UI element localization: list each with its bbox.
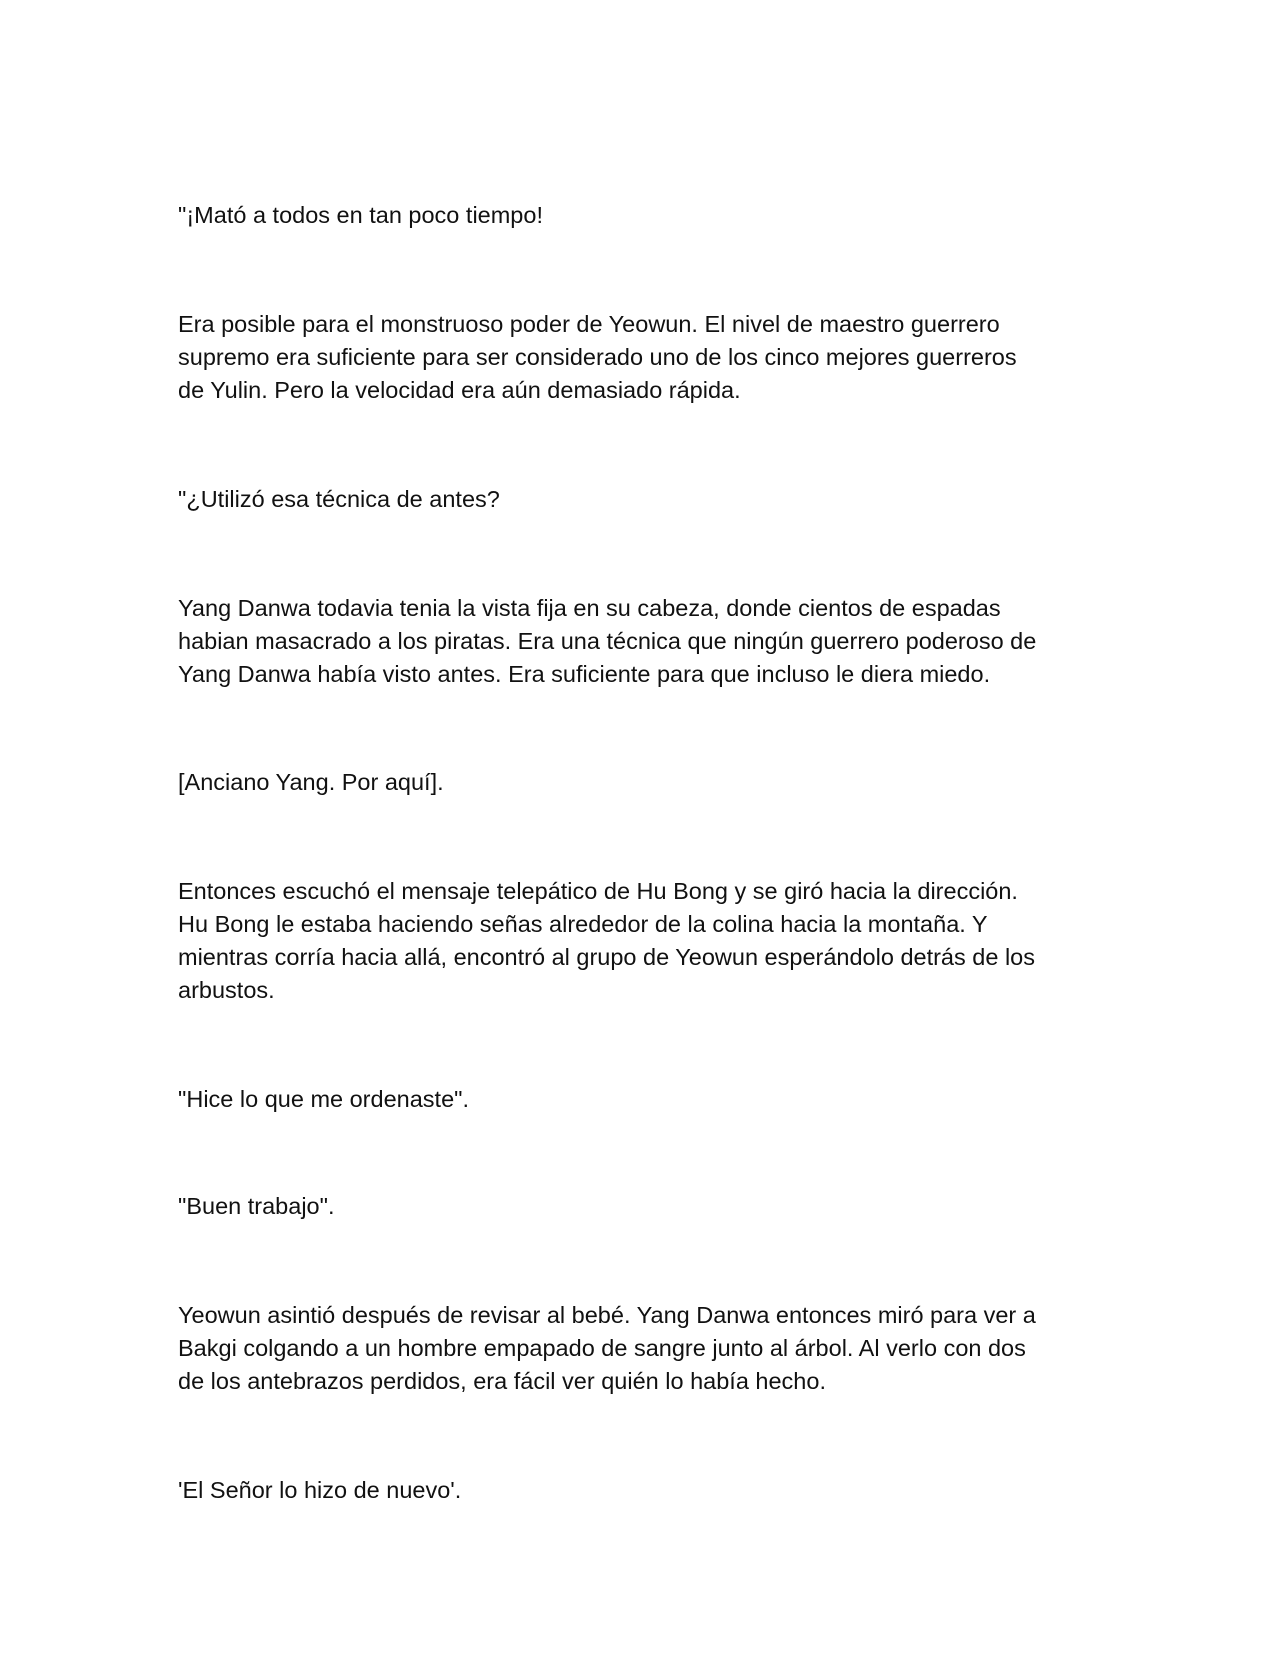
paragraph-6: Entonces escuchó el mensaje telepático de Hu Bong y se giró hacia la dirección. Hu Bong le estaba haciendo señas alrededor de la colina hacia la montaña. Y mientras corría hacia allá, encontró al grupo de Yeowun esperándolo detrás de los arbustos. [178,878,1035,1003]
paragraph-7: "Hice lo que me ordenaste". [178,1086,470,1112]
paragraph-8: "Buen trabajo". [178,1193,335,1219]
paragraph-2: Era posible para el monstruoso poder de Yeowun. El nivel de maestro guerrero supremo era suficiente para ser considerado uno de los cinco mejores guerreros de Yulin. Pero la velocidad era aún demasiado rápida. [178,311,1017,403]
paragraph-9: Yeowun asintió después de revisar al bebé. Yang Danwa entonces miró para ver a Bakgi colgando a un hombre empapado de sangre junto al árbol. Al verlo con dos de los antebrazos perdidos, era fácil ver quién lo había hecho. [178,1302,1036,1394]
paragraph-3: "¿Utilizó esa técnica de antes? [178,486,500,512]
paragraph-1: "¡Mató a todos en tan poco tiempo! [178,202,543,228]
paragraph-4: Yang Danwa todavia tenia la vista fija en su cabeza, donde cientos de espadas habian masacrado a los piratas. Era una técnica que ningún guerrero poderoso de Yang Danwa había visto antes. Era suficiente para que incluso le diera miedo. [178,595,1037,687]
paragraph-10: 'El Señor lo hizo de nuevo'. [178,1477,462,1503]
paragraph-5: [Anciano Yang. Por aquí]. [178,769,444,795]
